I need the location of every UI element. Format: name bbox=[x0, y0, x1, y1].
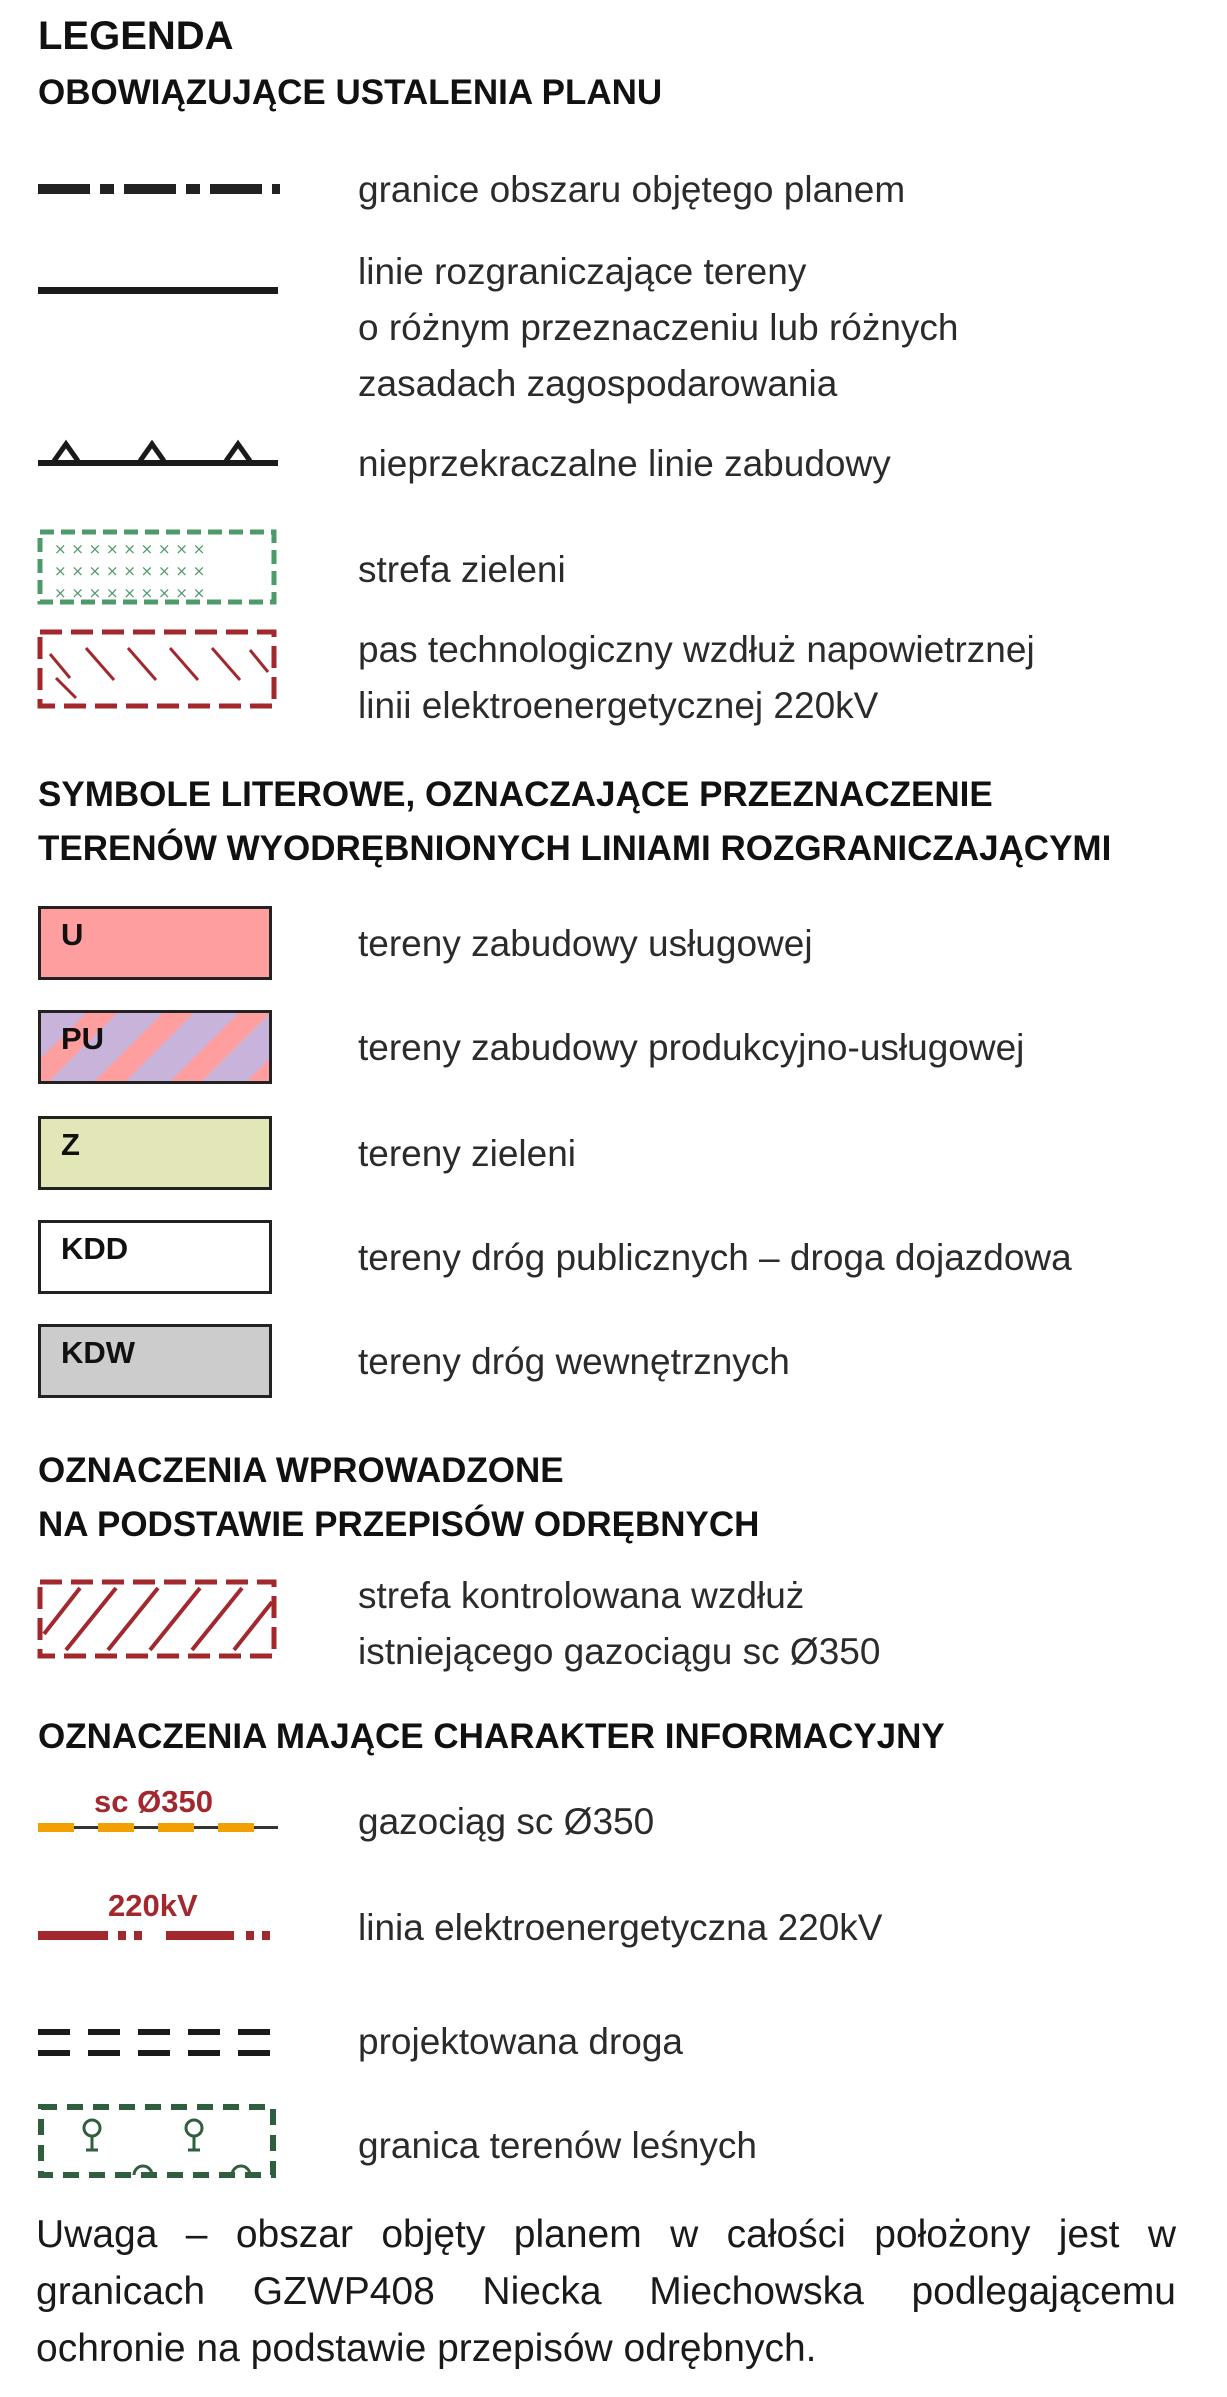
legend-item-demarcation-line-3: zasadach zagospodarowania bbox=[358, 363, 838, 404]
legend-item-gas-zone-2: istniejącego gazociągu sc Ø350 bbox=[358, 1631, 881, 1672]
legend-title: LEGENDA bbox=[38, 14, 234, 58]
legend-item-gas-pipeline: gazociąg sc Ø350 bbox=[358, 1801, 655, 1842]
svg-text:× × × × × × × × ×: × × × × × × × × × bbox=[54, 584, 206, 602]
zone-code-KDD: KDD bbox=[61, 1231, 129, 1266]
legend-item-power-line: linia elektroenergetyczna 220kV bbox=[358, 1907, 883, 1948]
zone-swatch-KDW bbox=[38, 1324, 272, 1398]
section-heading-regulations-2: NA PODSTAWIE PRZEPISÓW ODRĘBNYCH bbox=[38, 1505, 760, 1544]
power-line-icon bbox=[36, 1928, 281, 1944]
legend-note: Uwaga – obszar objęty planem w całości położony jest w granicach GZWP408 Niecka Miechowska podlegającemu ochronie na podstawie przepisów odrębnych. bbox=[36, 2213, 1176, 2370]
power-line-symbol bbox=[36, 1888, 281, 1948]
legend-item-demarcation-line-2: o różnym przeznaczeniu lub różnych bbox=[358, 307, 959, 348]
legend-item-planned-road: projektowana droga bbox=[358, 2021, 683, 2062]
legend-item-boundary: granice obszaru objętego planem bbox=[358, 169, 906, 210]
zone-code-U: U bbox=[61, 917, 84, 952]
building-line-triangles-icon bbox=[36, 432, 281, 472]
zone-label-KDW: tereny dróg wewnętrznych bbox=[358, 1341, 790, 1382]
power-line-symbol-label: 220kV bbox=[108, 1888, 198, 1923]
legend-item-green-zone: strefa zieleni bbox=[358, 549, 566, 590]
section-heading-informative: OZNACZENIA MAJĄCE CHARAKTER INFORMACYJNY bbox=[38, 1717, 945, 1756]
svg-text:× × × × × × × × ×: × × × × × × × × × bbox=[54, 562, 206, 580]
zone-swatch-Z bbox=[38, 1116, 272, 1190]
zone-code-KDW: KDW bbox=[61, 1335, 136, 1370]
zone-swatch-U bbox=[38, 906, 272, 980]
solid-line-icon bbox=[36, 284, 281, 298]
legend-item-forest-boundary: granica terenów leśnych bbox=[358, 2125, 757, 2166]
section-heading-binding: OBOWIĄZUJĄCE USTALENIA PLANU bbox=[38, 73, 663, 112]
forest-boundary-icon bbox=[36, 2102, 281, 2180]
section-heading-regulations-1: OZNACZENIA WPROWADZONE bbox=[38, 1451, 564, 1490]
zone-label-U: tereny zabudowy usługowej bbox=[358, 923, 813, 964]
gas-pipeline-symbol bbox=[36, 1784, 281, 1840]
gas-control-zone-hatch-icon bbox=[36, 1578, 281, 1662]
gas-pipeline-symbol-label: sc Ø350 bbox=[94, 1784, 213, 1819]
svg-text:× × × × × × × × ×: × × × × × × × × × bbox=[54, 540, 206, 558]
gas-pipeline-line-icon bbox=[36, 1820, 281, 1836]
zone-swatch-KDD bbox=[38, 1220, 272, 1294]
zone-code-PU: PU bbox=[61, 1021, 105, 1056]
green-zone-hatch-icon bbox=[36, 528, 281, 608]
zone-label-KDD: tereny dróg publicznych – droga dojazdowa bbox=[358, 1237, 1072, 1278]
dash-dot-boundary-line-icon bbox=[36, 178, 281, 200]
technology-strip-hatch-icon bbox=[36, 628, 281, 712]
section-heading-symbols-1: SYMBOLE LITEROWE, OZNACZAJĄCE PRZEZNACZENIE bbox=[38, 775, 993, 814]
legend-item-technology-strip-1: pas technologiczny wzdłuż napowietrznej bbox=[358, 629, 1035, 670]
legend-item-building-line: nieprzekraczalne linie zabudowy bbox=[358, 443, 891, 484]
legend-item-gas-zone-1: strefa kontrolowana wzdłuż bbox=[358, 1575, 805, 1616]
planned-road-dashes-icon bbox=[36, 2026, 281, 2060]
legend-item-demarcation-line-1: linie rozgraniczające tereny bbox=[358, 251, 807, 292]
section-heading-symbols-2: TERENÓW WYODRĘBNIONYCH LINIAMI ROZGRANICZAJĄCYMI bbox=[38, 829, 1112, 868]
zone-label-Z: tereny zieleni bbox=[358, 1133, 577, 1174]
zone-swatch-PU bbox=[38, 1010, 272, 1084]
zone-code-Z: Z bbox=[61, 1127, 80, 1162]
zone-label-PU: tereny zabudowy produkcyjno-usługowej bbox=[358, 1027, 1025, 1068]
legend-item-technology-strip-2: linii elektroenergetycznej 220kV bbox=[358, 685, 879, 726]
